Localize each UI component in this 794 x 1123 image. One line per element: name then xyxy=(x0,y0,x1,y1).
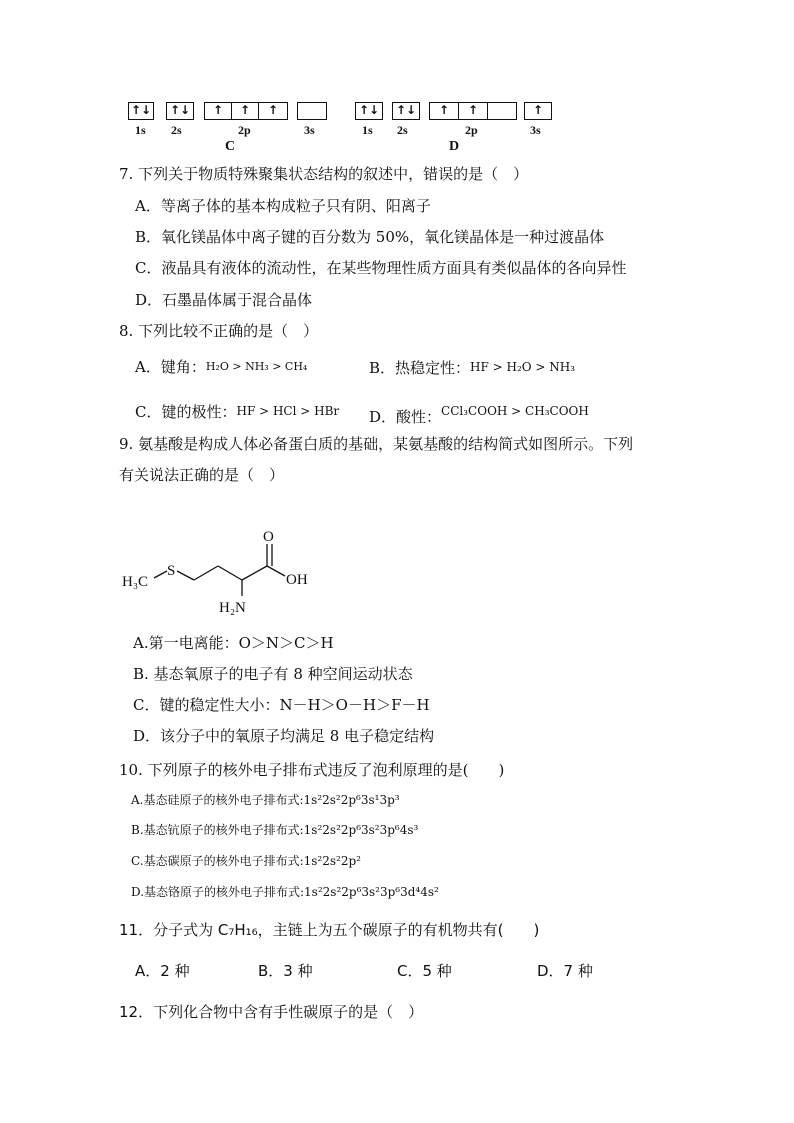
q7-option-b: B．氧化镁晶体中离子键的百分数为 50%，氧化镁晶体是一种过渡晶体 xyxy=(135,228,605,246)
orbital-box: ↑ xyxy=(524,102,552,120)
q8-d-expr: CCl₃COOH > CH₃COOH xyxy=(441,404,589,418)
orbital-box: ↑ xyxy=(204,102,232,120)
q8-b-expr: HF > H₂O > NH₃ xyxy=(470,360,576,374)
orbital-box xyxy=(487,102,517,120)
orbital-label: 2p xyxy=(465,123,478,137)
orbital-box: ↑↓ xyxy=(128,102,154,120)
q10-option-d: D.基态铬原子的核外电子排布式:1s²2s²2p⁶3s²3p⁶3d⁴4s² xyxy=(131,885,439,899)
q7-option-c: C．液晶具有液体的流动性，在某些物理性质方面具有类似晶体的各向异性 xyxy=(135,259,627,277)
mol-h3c: H₃C xyxy=(122,574,149,590)
q10-option-b: B.基态钪原子的核外电子排布式:1s²2s²2p⁶3s²3p⁶4s³ xyxy=(131,823,419,837)
orbital-label: 3s xyxy=(530,123,541,137)
q9-stem-line2: 有关说法正确的是（ ） xyxy=(119,466,285,484)
q8-option-c xyxy=(135,401,339,422)
q9-option-b: B. 基态氧原子的电子有 8 种空间运动状态 xyxy=(133,665,413,683)
molecule-svg xyxy=(120,528,320,620)
q11-option-d: D．7 种 xyxy=(537,962,593,980)
orbital-box xyxy=(297,102,327,120)
q10-option-a: A.基态硅原子的核外电子排布式:1s²2s²2p⁶3s¹3p³ xyxy=(131,793,400,807)
q8-c-prefix: C．键的极性： xyxy=(135,403,237,421)
mol-h2n: H₂N xyxy=(219,600,246,616)
q8-option-d xyxy=(369,401,589,427)
diagram-label-d: D xyxy=(449,139,460,154)
q8-a-expr: H₂O > NH₃ > CH₄ xyxy=(205,360,308,373)
orbital-label: 1s xyxy=(135,123,146,137)
q10-option-c: C.基态碳原子的核外电子排布式:1s²2s²2p² xyxy=(131,854,361,868)
q11-option-b: B．3 种 xyxy=(258,962,313,980)
q8-a-prefix: A．键角： xyxy=(135,358,206,376)
orbital-box: ↑ xyxy=(458,102,488,120)
q7-option-a: A．等离子体的基本构成粒子只有阴、阳离子 xyxy=(135,197,431,215)
orbital-label: 1s xyxy=(362,123,373,137)
orbital-box: ↑ xyxy=(231,102,259,120)
q11-stem: 11．分子式为 C₇H₁₆，主链上为五个碳原子的有机物共有( ) xyxy=(119,921,540,939)
q11-option-c: C．5 种 xyxy=(397,962,452,980)
orbital-box: ↑↓ xyxy=(166,102,194,120)
q9-stem-line1: 9. 氨基酸是构成人体必备蛋白质的基础，某氨基酸的结构简式如图所示。下列 xyxy=(119,435,634,453)
q7-option-d: D．石墨晶体属于混合晶体 xyxy=(135,291,313,309)
mol-oh: OH xyxy=(286,572,308,588)
diagram-label-c: C xyxy=(225,139,236,154)
q9-option-c: C．键的稳定性大小：N－H＞O－H＞F－H xyxy=(133,696,430,714)
methionine-structure xyxy=(120,528,320,624)
orbital-box: ↑ xyxy=(429,102,459,120)
q10-stem: 10. 下列原子的核外电子排布式违反了泡利原理的是( ) xyxy=(119,761,505,779)
q8-d-prefix: D．酸性： xyxy=(369,408,442,426)
orbital-label: 3s xyxy=(304,123,315,137)
orbital-box: ↑ xyxy=(258,102,288,120)
q9-option-d: D．该分子中的氧原子均满足 8 电子稳定结构 xyxy=(133,727,435,745)
orbital-box: ↑↓ xyxy=(392,102,420,120)
mol-s: S xyxy=(167,563,176,579)
orbital-box: ↑↓ xyxy=(355,102,383,120)
q8-stem: 8. 下列比较不正确的是（ ） xyxy=(119,322,319,340)
q7-stem: 7. 下列关于物质特殊聚集状态结构的叙述中，错误的是（ ） xyxy=(119,165,529,183)
q8-b-prefix: B．热稳定性： xyxy=(369,359,471,377)
q8-option-b xyxy=(369,357,575,378)
orbital-label: 2p xyxy=(238,123,251,137)
q11-option-a: A．2 种 xyxy=(135,962,190,980)
orbital-label: 2s xyxy=(397,123,408,137)
q9-option-a: A.第一电离能：O＞N＞C＞H xyxy=(133,634,334,652)
q8-option-a xyxy=(135,357,307,377)
orbital-label: 2s xyxy=(171,123,182,137)
q12-stem: 12．下列化合物中含有手性碳原子的是（ ） xyxy=(119,1003,424,1021)
mol-o: O xyxy=(263,529,274,545)
q8-c-expr: HF > HCl > HBr xyxy=(236,404,340,418)
